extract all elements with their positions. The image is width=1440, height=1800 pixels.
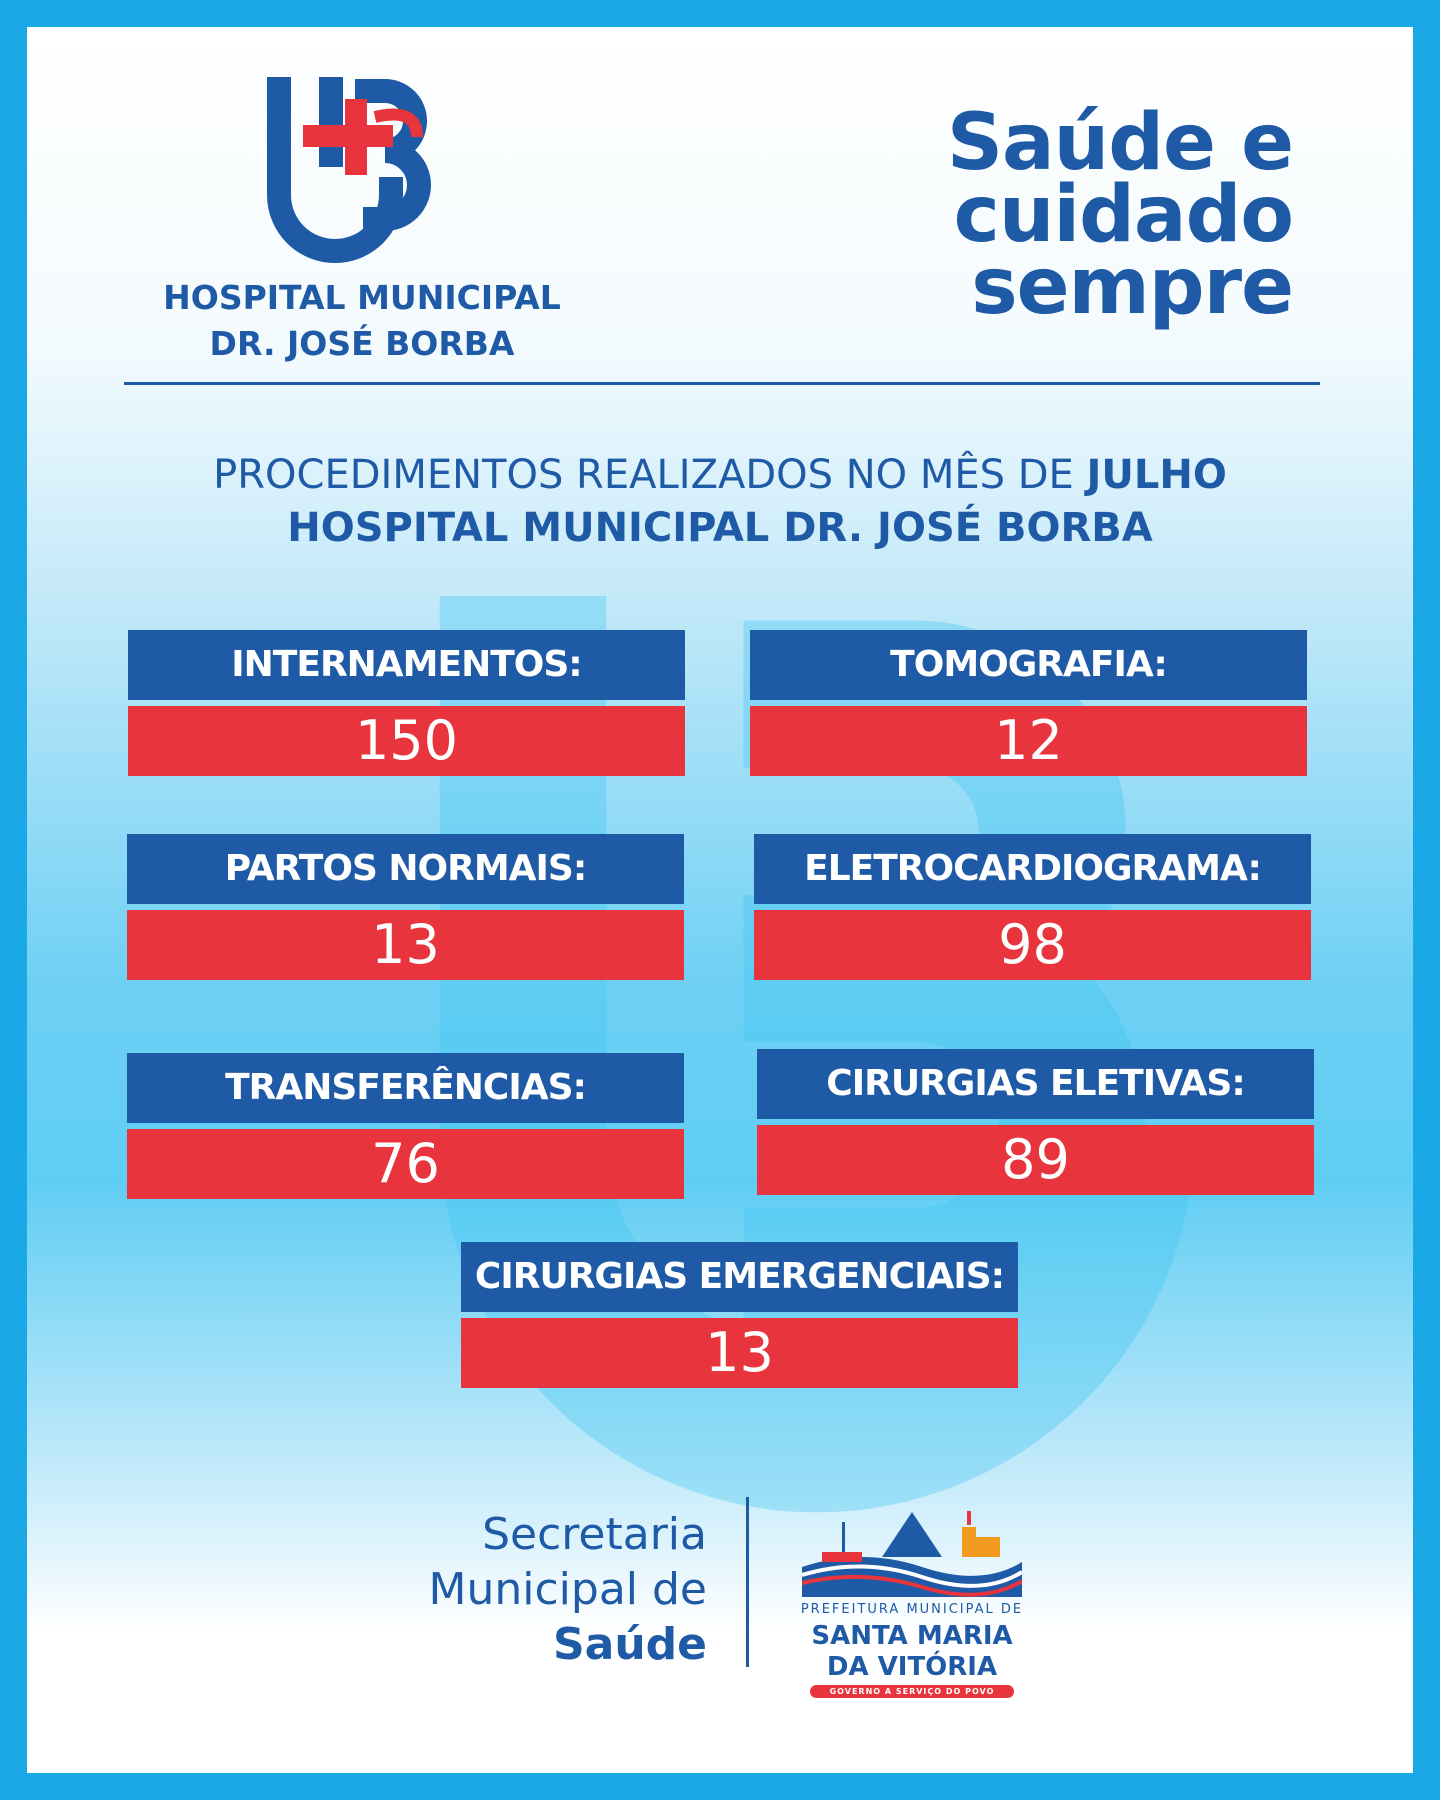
stat-value: 89 [757,1125,1314,1195]
stat-tomografia [750,630,1307,776]
hospital-logo [267,77,467,277]
slogan [833,98,1293,332]
stat-label: ELETROCARDIOGRAMA: [754,834,1311,904]
stat-label: TRANSFERÊNCIAS: [127,1053,684,1123]
prefeitura-name-line2: DA VITÓRIA [826,1652,998,1682]
procedures-heading [67,452,1373,498]
prefeitura-name [792,1621,1032,1683]
hospital-name-line2: DR. JOSÉ BORBA [209,324,515,363]
stat-value: 76 [127,1129,684,1199]
prefeitura-logo [792,1497,1032,1696]
stat-cirurgias-eletivas [757,1049,1314,1195]
secretaria-line1: Secretaria [482,1509,707,1560]
prefeitura-name-line1: SANTA MARIA [811,1621,1013,1651]
secretaria-saude [357,1507,707,1672]
stat-eletrocardiograma [754,834,1311,980]
secretaria-line2: Municipal de [428,1564,707,1615]
stat-value: 98 [754,910,1311,980]
stat-label: TOMOGRAFIA: [750,630,1307,700]
stat-label: INTERNAMENTOS: [128,630,685,700]
stat-value: 12 [750,706,1307,776]
poster-card [27,27,1413,1773]
hospital-name [127,275,597,367]
footer-divider [746,1497,749,1667]
heading-prefix: PROCEDIMENTOS REALIZADOS NO MÊS DE [213,452,1087,498]
stat-label: CIRURGIAS EMERGENCIAIS: [461,1242,1018,1312]
prefeitura-tagline: GOVERNO A SERVIÇO DO POVO [810,1685,1014,1698]
stat-value: 150 [128,706,685,776]
stat-transferencias [127,1053,684,1199]
slogan-line2: cuidado [953,170,1293,260]
hospital-name-line1: HOSPITAL MUNICIPAL [163,278,561,317]
secretaria-line3: Saúde [552,1619,707,1670]
stat-partos-normais [127,834,684,980]
prefeitura-emblem-icon [802,1497,1022,1597]
slogan-line3: sempre [971,242,1293,332]
header-divider [124,382,1320,385]
stat-value: 13 [127,910,684,980]
stat-value: 13 [461,1318,1018,1388]
stat-cirurgias-emergenciais [461,1242,1018,1388]
heading-month: JULHO [1086,452,1227,498]
stat-internamentos [128,630,685,776]
stat-label: PARTOS NORMAIS: [127,834,684,904]
stat-label: CIRURGIAS ELETIVAS: [757,1049,1314,1119]
slogan-line1: Saúde e [946,98,1293,188]
prefeitura-small-text: PREFEITURA MUNICIPAL DE [800,1602,1024,1617]
procedures-subheading: HOSPITAL MUNICIPAL DR. JOSÉ BORBA [287,505,1153,551]
